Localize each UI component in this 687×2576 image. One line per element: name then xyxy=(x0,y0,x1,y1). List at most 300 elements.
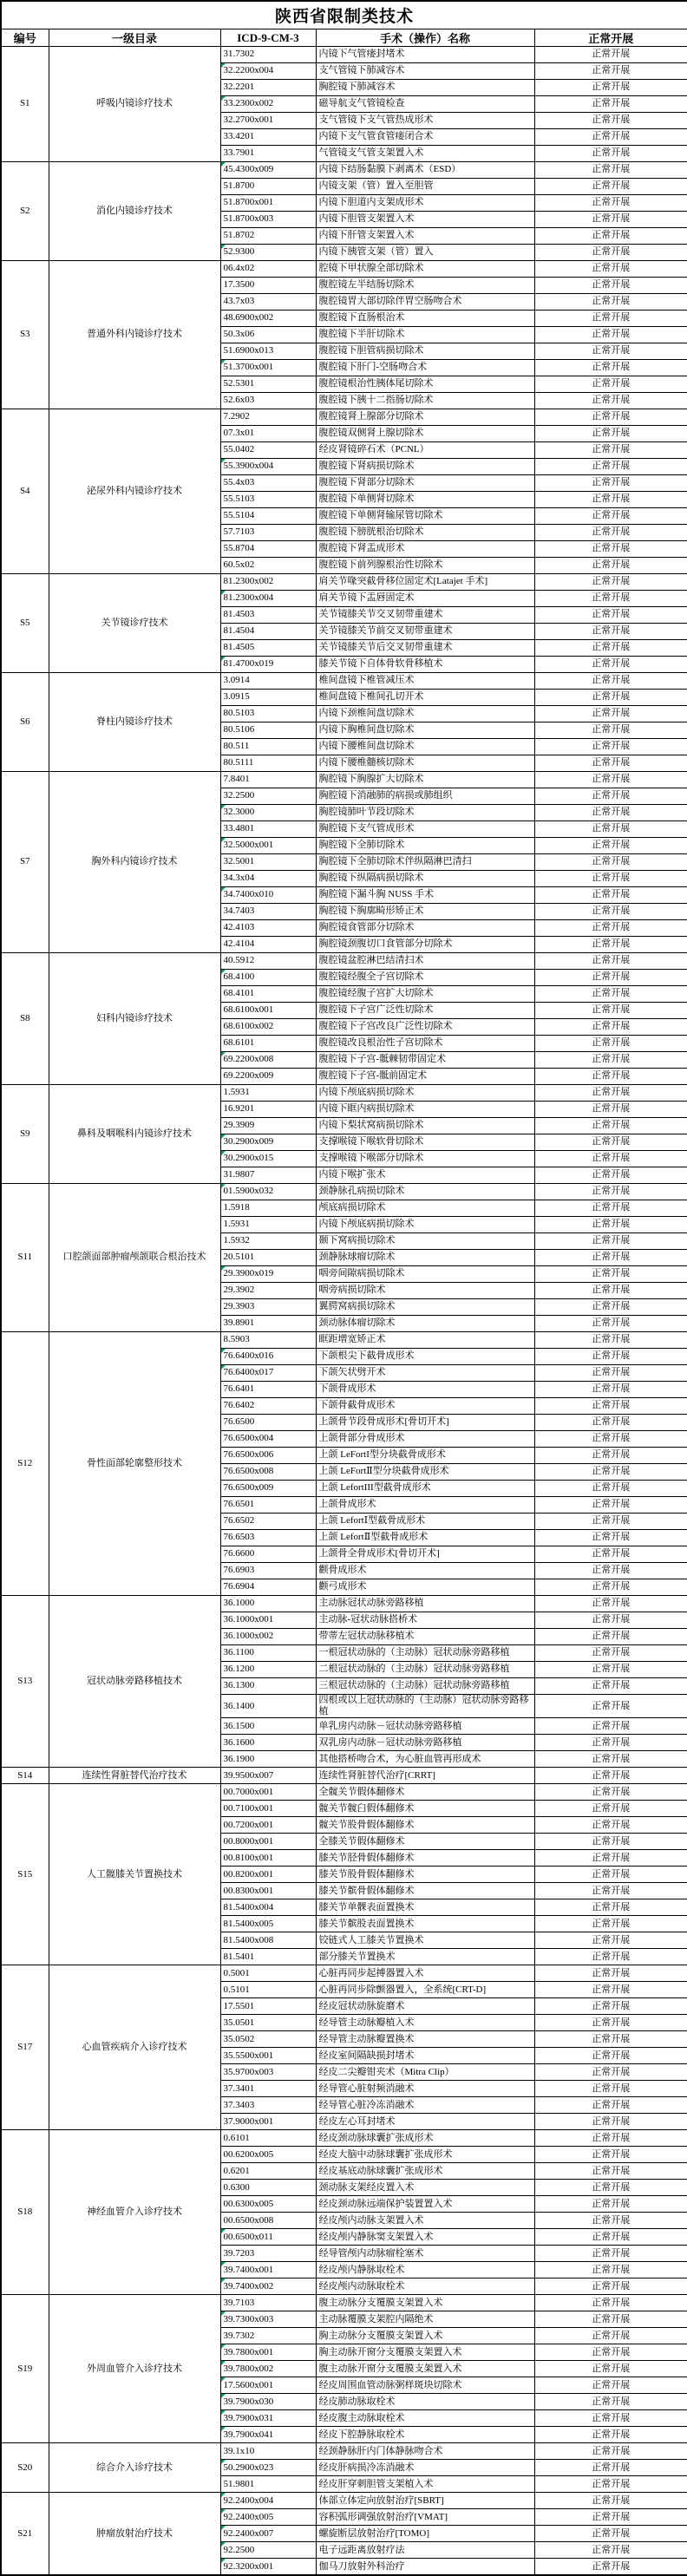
procedure-name-cell: 支气管镜下支气管热成形术 xyxy=(316,113,534,129)
icd-code-cell: 40.5912 xyxy=(220,953,316,970)
comment-marker-icon xyxy=(221,2229,226,2233)
procedure-name-cell: 经皮腹主动脉取栓术 xyxy=(316,2410,534,2427)
procedure-name-cell: 胸腔镜下支气管成形术 xyxy=(316,821,534,838)
icd-code-cell: 36.1000 xyxy=(220,1596,316,1612)
status-cell: 正常开展 xyxy=(534,129,687,146)
procedure-name-cell: 全膝关节假体翻修术 xyxy=(316,1834,534,1850)
status-cell: 正常开展 xyxy=(534,360,687,376)
icd-code-cell: 50.3x06 xyxy=(220,327,316,343)
icd-code-cell: 36.1500 xyxy=(220,1718,316,1735)
status-cell: 正常开展 xyxy=(534,1019,687,1036)
procedure-name-cell: 胸腔镜肺叶节段切除术 xyxy=(316,805,534,821)
icd-code-cell: 07.3x01 xyxy=(220,426,316,442)
procedure-name-cell: 腹腔镜胃大部切除伴胃空肠吻合术 xyxy=(316,294,534,311)
status-cell: 正常开展 xyxy=(534,1250,687,1266)
icd-code-cell: 31.7302 xyxy=(220,47,316,63)
procedure-name-cell: 内镜下颅底病损切除术 xyxy=(316,1085,534,1102)
status-cell: 正常开展 xyxy=(534,2394,687,2410)
icd-code-cell: 36.1100 xyxy=(220,1645,316,1662)
category-cell: 脊柱内镜诊疗技术 xyxy=(49,673,220,772)
icd-code-cell: 76.6402 xyxy=(220,1398,316,1415)
icd-code-cell: 00.8200x001 xyxy=(220,1867,316,1883)
procedure-name-cell: 四根或以上冠状动脉的（主动脉）冠状动脉旁路移植 xyxy=(316,1695,534,1718)
procedure-name-cell: 颈动脉支架经皮置入术 xyxy=(316,2180,534,2196)
category-cell: 骨性面部轮廓整形技术 xyxy=(49,1332,220,1596)
procedure-name-cell: 肩关节喙突截骨移位固定术[Latajet 手术] xyxy=(316,574,534,591)
icd-code-cell: 36.1200 xyxy=(220,1662,316,1678)
icd-code-cell: 0.5101 xyxy=(220,1982,316,1998)
procedure-name-cell: 腔镜下甲状腺全部切除术 xyxy=(316,261,534,278)
icd-code-cell: 39.7900x031 xyxy=(220,2410,316,2427)
icd-code-cell: 45.4300x009 xyxy=(220,162,316,179)
comment-marker-icon xyxy=(221,657,226,661)
status-cell: 正常开展 xyxy=(534,1546,687,1563)
icd-code-cell: 32.3000 xyxy=(220,805,316,821)
procedure-name-cell: 下颌根尖下截骨成形术 xyxy=(316,1349,534,1365)
procedure-name-cell: 胸腔镜颈腹切口食管部分切除术 xyxy=(316,937,534,953)
icd-code-cell: 36.1900 xyxy=(220,1751,316,1768)
procedure-name-cell: 双乳房内动脉－冠状动脉旁路移植 xyxy=(316,1735,534,1751)
status-cell: 正常开展 xyxy=(534,1069,687,1085)
icd-code-cell: 51.8702 xyxy=(220,228,316,245)
category-cell: 冠状动脉旁路移植技术 xyxy=(49,1596,220,1768)
procedure-name-cell: 内镜下眶内病损切除术 xyxy=(316,1102,534,1118)
comment-marker-icon xyxy=(221,1184,226,1188)
title-row xyxy=(1,1,687,29)
comment-marker-icon xyxy=(221,1151,226,1155)
icd-code-cell: 52.5301 xyxy=(220,376,316,393)
procedure-name-cell: 颞下窝病损切除术 xyxy=(316,1233,534,1250)
status-cell: 正常开展 xyxy=(534,1200,687,1217)
icd-code-cell: 92.2400x004 xyxy=(220,2493,316,2509)
table-row xyxy=(1,953,687,970)
procedure-name-cell: 容积弧形调强放射治疗[VMAT] xyxy=(316,2509,534,2526)
status-cell: 正常开展 xyxy=(534,1645,687,1662)
procedure-name-cell: 腹腔镜下单侧肾切除术 xyxy=(316,492,534,508)
procedure-name-cell: 上颌 LeFortI型分块截骨成形术 xyxy=(316,1448,534,1464)
procedure-name-cell: 经皮肺动脉取栓术 xyxy=(316,2394,534,2410)
icd-code-cell: 00.8000x001 xyxy=(220,1834,316,1850)
procedure-name-cell: 上颌 LeFortⅡ型分块截骨成形术 xyxy=(316,1464,534,1481)
procedure-name-cell: 关节镜膝关节前交叉韧带重建术 xyxy=(316,624,534,640)
row-id-cell: S8 xyxy=(1,953,49,1085)
row-id-cell: S7 xyxy=(1,772,49,953)
procedure-name-cell: 内镜下腰椎髓核切除术 xyxy=(316,755,534,772)
status-cell: 正常开展 xyxy=(534,1003,687,1019)
status-cell: 正常开展 xyxy=(534,739,687,755)
icd-code-cell: 76.6600 xyxy=(220,1546,316,1563)
status-cell: 正常开展 xyxy=(534,2476,687,2493)
status-cell: 正常开展 xyxy=(534,2377,687,2394)
icd-code-cell: 36.1000x002 xyxy=(220,1629,316,1645)
status-cell: 正常开展 xyxy=(534,2344,687,2361)
procedure-name-cell: 髋关节髋臼假体翻修术 xyxy=(316,1801,534,1817)
category-cell: 神经血管介入诊疗技术 xyxy=(49,2130,220,2295)
procedure-name-cell: 颧弓成形术 xyxy=(316,1579,534,1596)
procedure-name-cell: 腹腔镜下膀胱根治切除术 xyxy=(316,525,534,541)
icd-code-cell: 76.6500x009 xyxy=(220,1481,316,1497)
status-cell: 正常开展 xyxy=(534,1662,687,1678)
status-cell: 正常开展 xyxy=(534,1850,687,1867)
procedure-name-cell: 铰链式人工膝关节置换术 xyxy=(316,1932,534,1949)
icd-code-cell: 68.4100 xyxy=(220,970,316,986)
icd-code-cell: 39.7800x002 xyxy=(220,2361,316,2377)
status-cell: 正常开展 xyxy=(534,1036,687,1052)
procedure-name-cell: 腹腔镜下胰十二指肠切除术 xyxy=(316,393,534,409)
status-cell: 正常开展 xyxy=(534,195,687,212)
procedure-name-cell: 腹腔镜下肝门-空肠吻合术 xyxy=(316,360,534,376)
status-cell: 正常开展 xyxy=(534,327,687,343)
status-cell: 正常开展 xyxy=(534,393,687,409)
icd-code-cell: 00.7100x001 xyxy=(220,1801,316,1817)
icd-code-cell: 76.6400x017 xyxy=(220,1365,316,1382)
procedure-name-cell: 颧骨成形术 xyxy=(316,1563,534,1579)
icd-code-cell: 00.7200x001 xyxy=(220,1817,316,1834)
procedure-name-cell: 经皮颅内静脉取栓术 xyxy=(316,2262,534,2279)
status-cell: 正常开展 xyxy=(534,1217,687,1233)
status-cell: 正常开展 xyxy=(534,1965,687,1982)
procedure-name-cell: 膝关节股骨假体翻修术 xyxy=(316,1867,534,1883)
status-cell: 正常开展 xyxy=(534,47,687,63)
procedure-name-cell: 上颌 LefortⅠ型截骨成形术 xyxy=(316,1514,534,1530)
status-cell: 正常开展 xyxy=(534,113,687,129)
status-cell: 正常开展 xyxy=(534,2460,687,2476)
icd-code-cell: 92.2500 xyxy=(220,2542,316,2559)
icd-code-cell: 39.7400x002 xyxy=(220,2279,316,2295)
icd-code-cell: 57.7103 xyxy=(220,525,316,541)
icd-code-cell: 48.6900x002 xyxy=(220,311,316,327)
procedure-name-cell: 髋关节股骨假体翻修术 xyxy=(316,1817,534,1834)
status-cell: 正常开展 xyxy=(534,1349,687,1365)
procedure-name-cell: 胸腔镜食管部分切除术 xyxy=(316,920,534,937)
comment-marker-icon xyxy=(221,2460,226,2464)
procedure-name-cell: 经皮冠状动脉旋磨术 xyxy=(316,1998,534,2015)
procedure-name-cell: 经皮颅内动脉支架置入术 xyxy=(316,2213,534,2229)
status-cell: 正常开展 xyxy=(534,1867,687,1883)
icd-code-cell: 81.4700x019 xyxy=(220,657,316,673)
icd-code-cell: 76.6500 xyxy=(220,1415,316,1431)
comment-marker-icon xyxy=(221,1349,226,1353)
icd-code-cell: 39.7900x030 xyxy=(220,2394,316,2410)
procedure-name-cell: 眶距增宽矫正术 xyxy=(316,1332,534,1349)
status-cell: 正常开展 xyxy=(534,1695,687,1718)
status-cell: 正常开展 xyxy=(534,1612,687,1629)
table-row xyxy=(1,47,687,63)
procedure-name-cell: 腹腔镜下肾部分切除术 xyxy=(316,475,534,492)
procedure-name-cell: 咽旁病损切除术 xyxy=(316,1283,534,1299)
status-cell: 正常开展 xyxy=(534,376,687,393)
procedure-name-cell: 内镜下颅底病损切除术 xyxy=(316,1217,534,1233)
comment-marker-icon xyxy=(221,2311,226,2316)
category-cell: 连续性肾脏替代治疗技术 xyxy=(49,1768,220,1784)
icd-code-cell: 68.4101 xyxy=(220,986,316,1003)
category-cell: 关节镜诊疗技术 xyxy=(49,574,220,673)
icd-code-cell: 29.3909 xyxy=(220,1118,316,1134)
comment-marker-icon xyxy=(221,2344,226,2349)
status-cell: 正常开展 xyxy=(534,1052,687,1069)
status-cell: 正常开展 xyxy=(534,1899,687,1916)
procedure-name-cell: 腹腔镜改良根治性子宫切除术 xyxy=(316,1036,534,1052)
procedure-name-cell: 腹腔镜下胆管病损切除术 xyxy=(316,343,534,360)
row-id-cell: S4 xyxy=(1,409,49,574)
procedure-name-cell: 内镜下支气管食管瘘闭合术 xyxy=(316,129,534,146)
procedure-name-cell: 胸腔镜下胸腺扩大切除术 xyxy=(316,772,534,788)
icd-code-cell: 17.5501 xyxy=(220,1998,316,2015)
table-row xyxy=(1,1085,687,1102)
table-row xyxy=(1,2295,687,2311)
icd-code-cell: 32.2700x001 xyxy=(220,113,316,129)
procedure-name-cell: 内镜下气管瘘封堵术 xyxy=(316,47,534,63)
status-cell: 正常开展 xyxy=(534,607,687,624)
table-row xyxy=(1,261,687,278)
procedure-name-cell: 经皮二尖瓣钳夹术（Mitra Clip） xyxy=(316,2064,534,2081)
procedure-name-cell: 经导管心脏冷冻消融术 xyxy=(316,2097,534,2114)
status-cell: 正常开展 xyxy=(534,953,687,970)
icd-code-cell: 16.9201 xyxy=(220,1102,316,1118)
procedure-name-cell: 颈动脉体瘤切除术 xyxy=(316,1316,534,1332)
icd-code-cell: 3.0914 xyxy=(220,673,316,690)
procedure-name-cell: 咽旁间隙病损切除术 xyxy=(316,1266,534,1283)
status-cell: 正常开展 xyxy=(534,1448,687,1464)
status-cell: 正常开展 xyxy=(534,442,687,459)
icd-code-cell: 81.2300x004 xyxy=(220,591,316,607)
status-cell: 正常开展 xyxy=(534,2064,687,2081)
category-cell: 普通外科内镜诊疗技术 xyxy=(49,261,220,409)
icd-code-cell: 35.9700x003 xyxy=(220,2064,316,2081)
icd-code-cell: 34.7400x010 xyxy=(220,887,316,904)
icd-code-cell: 92.2400x005 xyxy=(220,2509,316,2526)
table-row xyxy=(1,1784,687,1801)
status-cell: 正常开展 xyxy=(534,591,687,607)
procedure-name-cell: 腹腔镜肾上腺部分切除术 xyxy=(316,409,534,426)
icd-code-cell: 32.5001 xyxy=(220,854,316,871)
comment-marker-icon xyxy=(221,887,226,892)
procedure-name-cell: 主动脉覆膜支架腔内隔绝术 xyxy=(316,2311,534,2328)
status-cell: 正常开展 xyxy=(534,2279,687,2295)
procedure-name-cell: 经皮周围血管动脉粥样斑块切除术 xyxy=(316,2377,534,2394)
table-row xyxy=(1,2130,687,2147)
icd-code-cell: 68.6101 xyxy=(220,1036,316,1052)
icd-code-cell: 33.2300x002 xyxy=(220,96,316,113)
row-id-cell: S19 xyxy=(1,2295,49,2443)
status-cell: 正常开展 xyxy=(534,1497,687,1514)
procedure-name-cell: 内镜下胆道内支架成形术 xyxy=(316,195,534,212)
table-body xyxy=(1,47,687,2576)
procedure-name-cell: 腹主动脉开窗分支覆膜支架置入术 xyxy=(316,2361,534,2377)
status-cell: 正常开展 xyxy=(534,146,687,162)
comment-marker-icon xyxy=(221,96,226,101)
status-cell: 正常开展 xyxy=(534,1916,687,1932)
column-header-id: 编号 xyxy=(1,29,49,47)
procedure-name-cell: 内镜支架（管）置入至胆管 xyxy=(316,179,534,195)
status-cell: 正常开展 xyxy=(534,1316,687,1332)
status-cell: 正常开展 xyxy=(534,2361,687,2377)
procedure-name-cell: 内镜下肝管支架置入术 xyxy=(316,228,534,245)
icd-code-cell: 39.7400x001 xyxy=(220,2262,316,2279)
status-cell: 正常开展 xyxy=(534,2147,687,2163)
icd-code-cell: 55.5104 xyxy=(220,508,316,525)
procedure-name-cell: 膝关节单髁表面置换术 xyxy=(316,1899,534,1916)
header-row xyxy=(1,29,687,47)
status-cell: 正常开展 xyxy=(534,1718,687,1735)
procedure-name-cell: 内镜下颈椎间盘切除术 xyxy=(316,706,534,722)
status-cell: 正常开展 xyxy=(534,1817,687,1834)
comment-marker-icon xyxy=(221,838,226,842)
table-row xyxy=(1,1596,687,1612)
procedure-name-cell: 颈静脉孔病损切除术 xyxy=(316,1184,534,1200)
icd-code-cell: 51.6900x013 xyxy=(220,343,316,360)
procedure-name-cell: 全髋关节假体翻修术 xyxy=(316,1784,534,1801)
status-cell: 正常开展 xyxy=(534,657,687,673)
procedure-name-cell: 经皮颅内动脉取栓术 xyxy=(316,2279,534,2295)
category-cell: 鼻科及咽喉科内镜诊疗技术 xyxy=(49,1085,220,1184)
status-cell: 正常开展 xyxy=(534,821,687,838)
status-cell: 正常开展 xyxy=(534,1332,687,1349)
status-cell: 正常开展 xyxy=(534,541,687,558)
status-cell: 正常开展 xyxy=(534,426,687,442)
comment-marker-icon xyxy=(221,805,226,809)
icd-code-cell: 29.3903 xyxy=(220,1299,316,1316)
icd-code-cell: 00.6300x005 xyxy=(220,2196,316,2213)
procedure-name-cell: 胸腔镜下漏斗胸 NUSS 手术 xyxy=(316,887,534,904)
procedure-name-cell: 主动脉-冠状动脉搭桥术 xyxy=(316,1612,534,1629)
procedure-name-cell: 二根冠状动脉的（主动脉）冠状动脉旁路移植 xyxy=(316,1662,534,1678)
icd-code-cell: 39.9500x007 xyxy=(220,1768,316,1784)
icd-code-cell: 39.7203 xyxy=(220,2246,316,2262)
procedure-name-cell: 经皮颈动脉远端保护装置置入术 xyxy=(316,2196,534,2213)
status-cell: 正常开展 xyxy=(534,640,687,657)
icd-code-cell: 52.9300 xyxy=(220,245,316,261)
row-id-cell: S1 xyxy=(1,47,49,162)
status-cell: 正常开展 xyxy=(534,80,687,96)
table-row xyxy=(1,162,687,179)
status-cell: 正常开展 xyxy=(534,805,687,821)
comment-marker-icon xyxy=(221,2279,226,2283)
icd-code-cell: 32.5000x001 xyxy=(220,838,316,854)
row-id-cell: S17 xyxy=(1,1965,49,2130)
icd-code-cell: 29.3900x019 xyxy=(220,1266,316,1283)
status-cell: 正常开展 xyxy=(534,2196,687,2213)
status-cell: 正常开展 xyxy=(534,1982,687,1998)
status-cell: 正常开展 xyxy=(534,1678,687,1695)
table-row xyxy=(1,673,687,690)
procedure-name-cell: 经颈静脉肝内门体静脉吻合术 xyxy=(316,2443,534,2460)
procedure-name-cell: 其他搭桥吻合术，为心脏血管再形成术 xyxy=(316,1751,534,1768)
comment-marker-icon xyxy=(221,591,226,595)
status-cell: 正常开展 xyxy=(534,755,687,772)
procedure-name-cell: 内镜下胆管支架置入术 xyxy=(316,212,534,228)
row-id-cell: S13 xyxy=(1,1596,49,1768)
status-cell: 正常开展 xyxy=(534,1949,687,1965)
status-cell: 正常开展 xyxy=(534,1784,687,1801)
page-title: 陕西省限制类技术 xyxy=(1,1,687,29)
icd-code-cell: 76.6503 xyxy=(220,1530,316,1546)
icd-code-cell: 92.2400x007 xyxy=(220,2526,316,2542)
status-cell: 正常开展 xyxy=(534,1398,687,1415)
category-cell: 心血管疾病介入诊疗技术 xyxy=(49,1965,220,2130)
icd-code-cell: 3.0915 xyxy=(220,690,316,706)
procedure-name-cell: 胸腔镜下全肺切除术伴纵隔淋巴清扫 xyxy=(316,854,534,871)
status-cell: 正常开展 xyxy=(534,772,687,788)
procedure-name-cell: 下颌骨成形术 xyxy=(316,1382,534,1398)
status-cell: 正常开展 xyxy=(534,1365,687,1382)
procedure-name-cell: 连续性肾脏替代治疗[CRRT] xyxy=(316,1768,534,1784)
procedure-name-cell: 伽马刀放射外科治疗 xyxy=(316,2559,534,2576)
status-cell: 正常开展 xyxy=(534,2081,687,2097)
table-row xyxy=(1,409,687,426)
status-cell: 正常开展 xyxy=(534,722,687,739)
status-cell: 正常开展 xyxy=(534,1514,687,1530)
procedure-name-cell: 体部立体定向放射治疗[SBRT] xyxy=(316,2493,534,2509)
status-cell: 正常开展 xyxy=(534,1134,687,1151)
status-cell: 正常开展 xyxy=(534,475,687,492)
icd-code-cell: 39.7302 xyxy=(220,2328,316,2344)
procedure-name-cell: 内镜下胰管支架（管）置入 xyxy=(316,245,534,261)
column-header-category: 一级目录 xyxy=(49,29,220,47)
procedure-name-cell: 腹腔镜根治性胰体尾切除术 xyxy=(316,376,534,393)
category-cell: 妇科内镜诊疗技术 xyxy=(49,953,220,1085)
status-cell: 正常开展 xyxy=(534,278,687,294)
status-cell: 正常开展 xyxy=(534,212,687,228)
procedure-name-cell: 经导管主动脉瓣置换术 xyxy=(316,2031,534,2048)
icd-code-cell: 80.5111 xyxy=(220,755,316,772)
icd-code-cell: 30.2900x015 xyxy=(220,1151,316,1167)
status-cell: 正常开展 xyxy=(534,2229,687,2246)
procedure-name-cell: 颅底病损切除术 xyxy=(316,1200,534,1217)
status-cell: 正常开展 xyxy=(534,294,687,311)
icd-code-cell: 81.5400x008 xyxy=(220,1932,316,1949)
procedure-name-cell: 腹腔镜下子宫广泛性切除术 xyxy=(316,1003,534,1019)
status-cell: 正常开展 xyxy=(534,2048,687,2064)
status-cell: 正常开展 xyxy=(534,1563,687,1579)
status-cell: 正常开展 xyxy=(534,1102,687,1118)
category-cell: 口腔颌面部肿瘤颅颌联合根治技术 xyxy=(49,1184,220,1332)
status-cell: 正常开展 xyxy=(534,706,687,722)
comment-marker-icon xyxy=(221,2559,226,2563)
procedure-name-cell: 经皮下腔静脉取栓术 xyxy=(316,2427,534,2443)
procedure-name-cell: 经皮肝病损冷冻消融术 xyxy=(316,2460,534,2476)
icd-code-cell: 51.3700x001 xyxy=(220,360,316,376)
icd-code-cell: 32.2200x004 xyxy=(220,63,316,80)
icd-code-cell: 76.6502 xyxy=(220,1514,316,1530)
icd-code-cell: 80.5103 xyxy=(220,706,316,722)
icd-code-cell: 7.2902 xyxy=(220,409,316,426)
status-cell: 正常开展 xyxy=(534,2328,687,2344)
status-cell: 正常开展 xyxy=(534,558,687,574)
status-cell: 正常开展 xyxy=(534,1883,687,1899)
icd-code-cell: 51.8700 xyxy=(220,179,316,195)
status-cell: 正常开展 xyxy=(534,492,687,508)
icd-code-cell: 51.8700x003 xyxy=(220,212,316,228)
icd-code-cell: 69.2200x008 xyxy=(220,1052,316,1069)
status-cell: 正常开展 xyxy=(534,96,687,113)
category-cell: 消化内镜诊疗技术 xyxy=(49,162,220,261)
procedure-name-cell: 椎间盘镜下椎间孔切开术 xyxy=(316,690,534,706)
procedure-name-cell: 腹腔镜盆腔淋巴结清扫术 xyxy=(316,953,534,970)
table-row xyxy=(1,1184,687,1200)
icd-code-cell: 00.6500x011 xyxy=(220,2229,316,2246)
icd-code-cell: 0.6201 xyxy=(220,2163,316,2180)
comment-marker-icon xyxy=(221,1052,226,1056)
procedure-name-cell: 腹腔镜下半肝切除术 xyxy=(316,327,534,343)
status-cell: 正常开展 xyxy=(534,574,687,591)
icd-code-cell: 33.4801 xyxy=(220,821,316,838)
icd-code-cell: 34.3x04 xyxy=(220,871,316,887)
procedure-name-cell: 经皮左心耳封堵术 xyxy=(316,2114,534,2130)
status-cell: 正常开展 xyxy=(534,1932,687,1949)
icd-code-cell: 39.7300x003 xyxy=(220,2311,316,2328)
icd-code-cell: 81.4504 xyxy=(220,624,316,640)
